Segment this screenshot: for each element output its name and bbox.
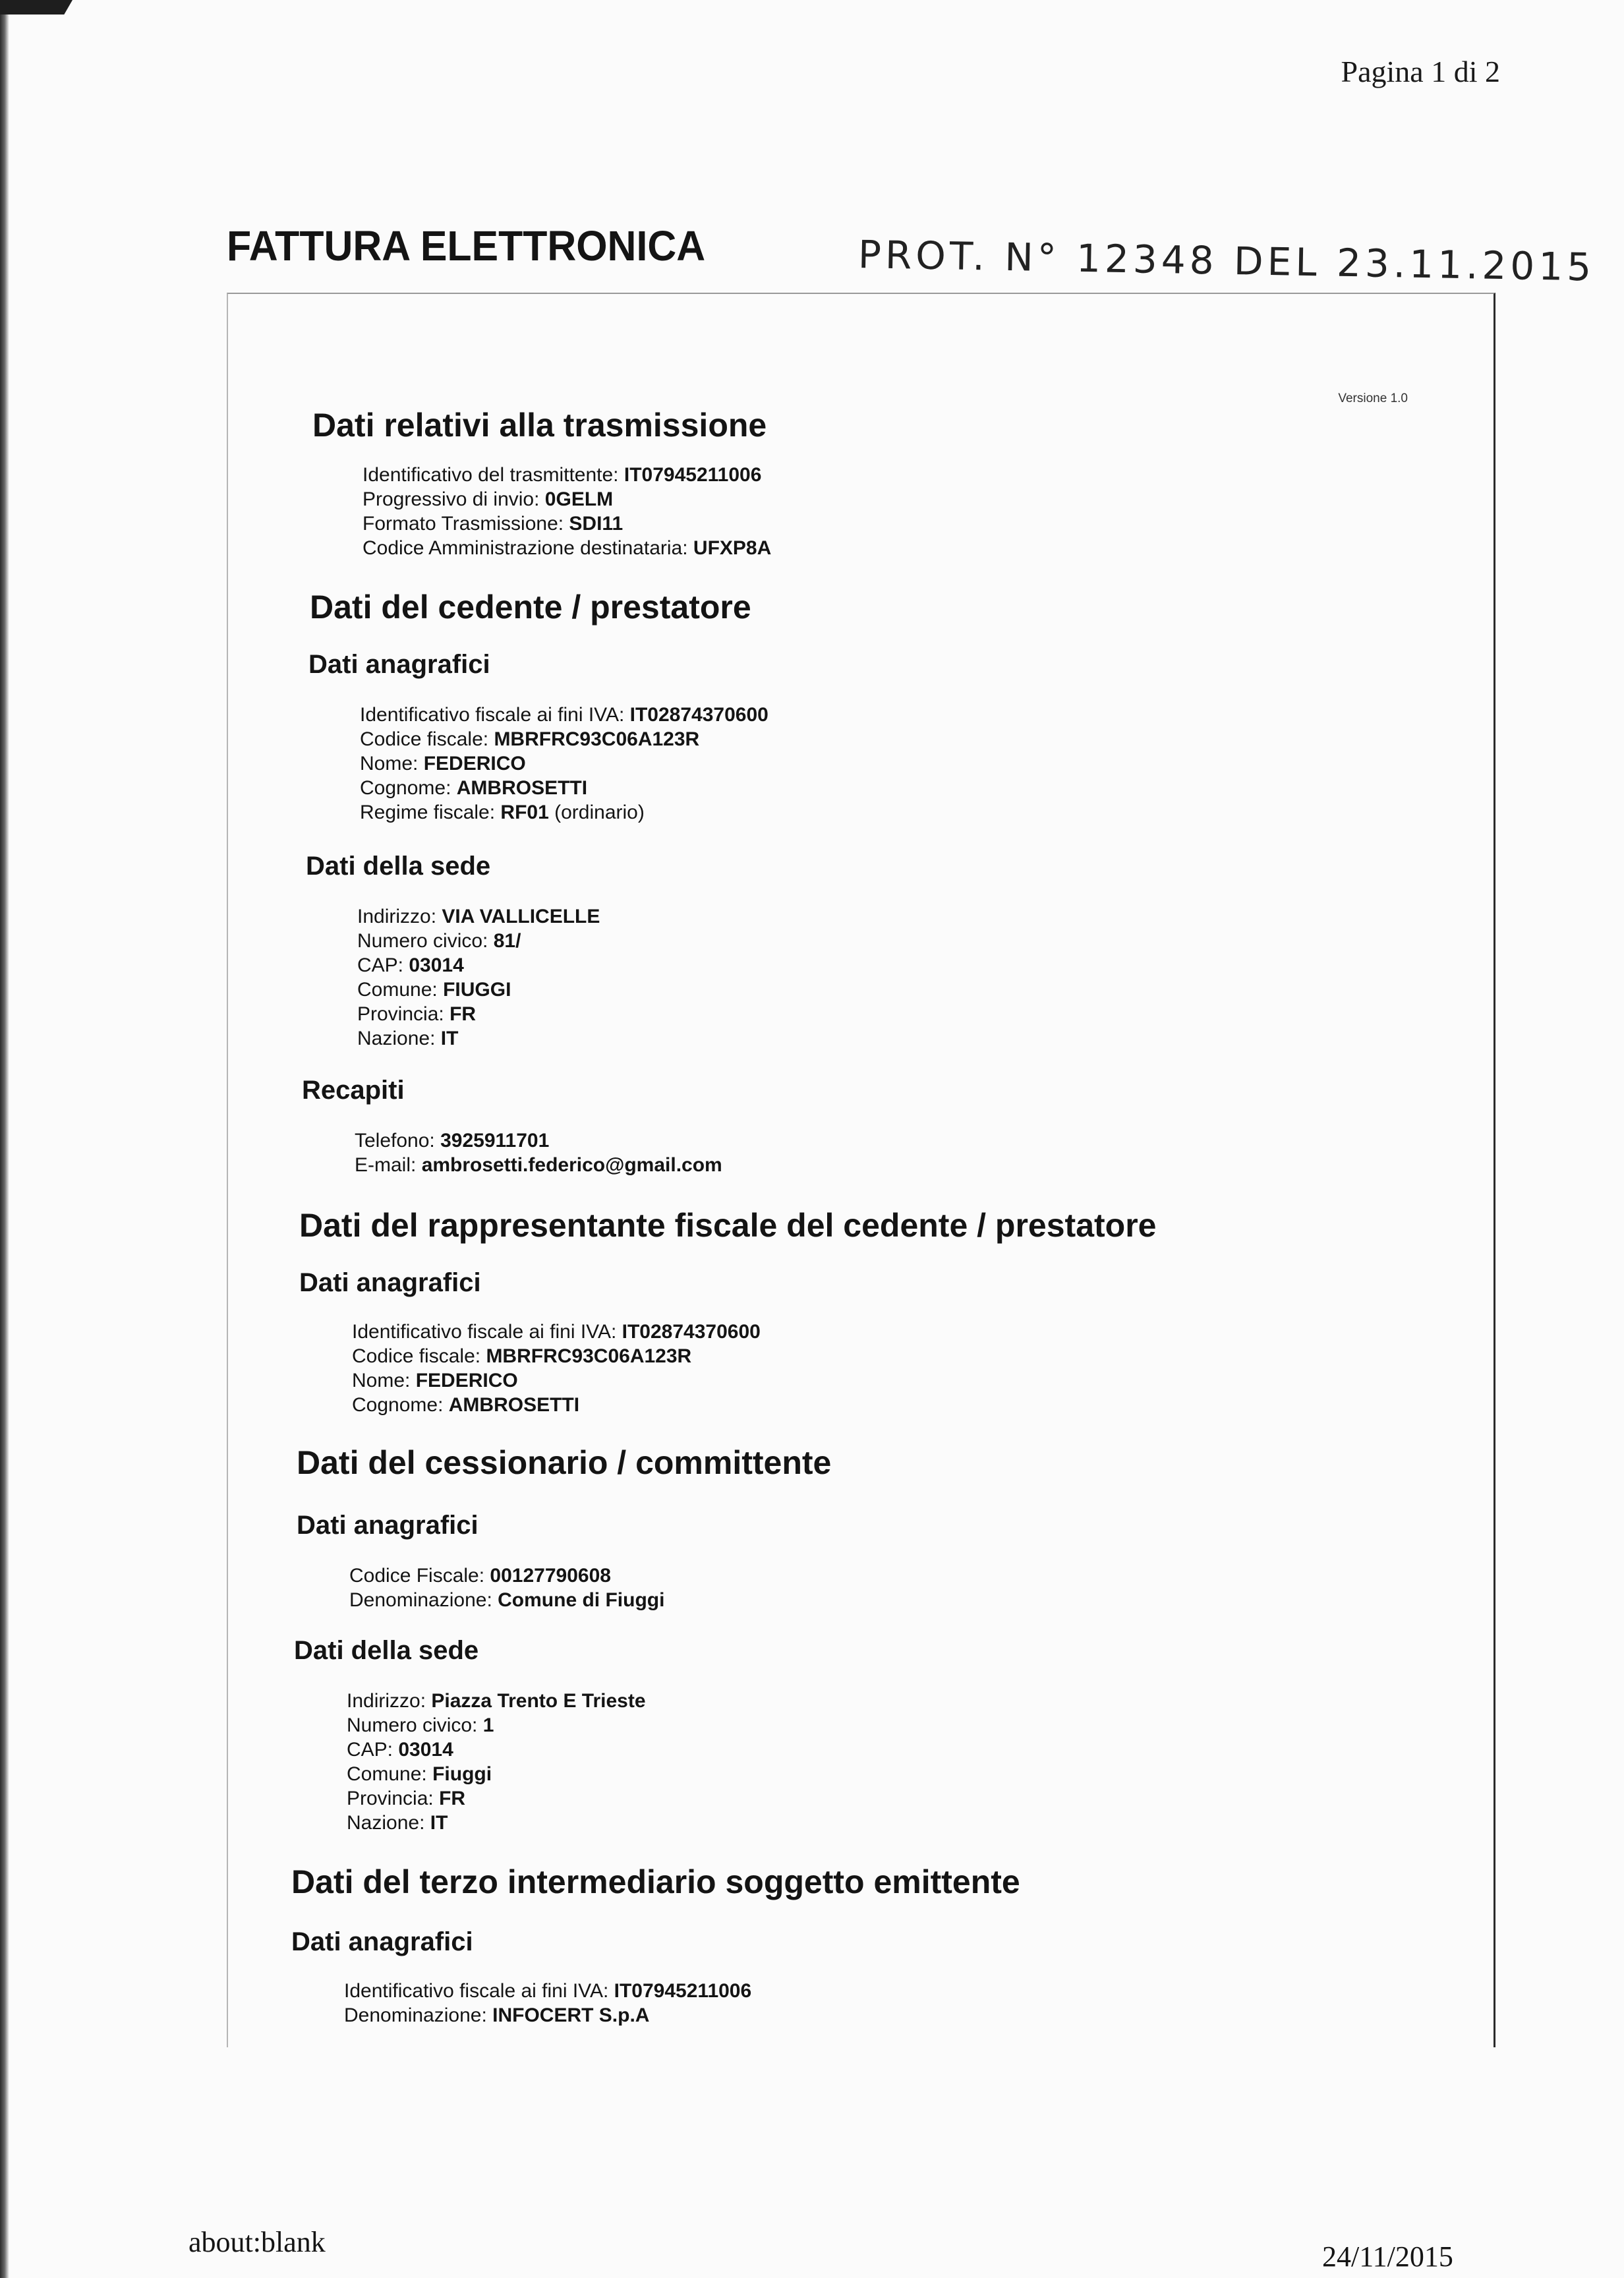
subheading-anagrafici: Dati anagrafici bbox=[308, 650, 490, 679]
section-heading-terzo-intermediario: Dati del terzo intermediario soggetto emittente bbox=[291, 1863, 1020, 1900]
field-row: Codice fiscale: MBRFRC93C06A123R bbox=[360, 728, 700, 750]
scan-corner bbox=[0, 0, 72, 15]
field-row: CAP: 03014 bbox=[347, 1739, 453, 1761]
document-title: FATTURA ELETTRONICA bbox=[227, 222, 706, 270]
section-heading-rappresentante: Dati del rappresentante fiscale del cedente / prestatore bbox=[299, 1207, 1157, 1244]
section-heading-cedente: Dati del cedente / prestatore bbox=[310, 589, 751, 626]
footer-url: about:blank bbox=[188, 2226, 326, 2258]
subheading-anagrafici: Dati anagrafici bbox=[297, 1511, 478, 1540]
field-row: Comune: Fiuggi bbox=[347, 1763, 492, 1785]
invoice-content bbox=[228, 294, 1494, 2047]
field-row: Comune: FIUGGI bbox=[357, 979, 511, 1001]
footer-date: 24/11/2015 bbox=[1322, 2240, 1453, 2273]
cessionario-anagrafici-fields bbox=[349, 1563, 664, 1612]
invoice-frame bbox=[227, 293, 1495, 2047]
field-row: Telefono: 3925911701 bbox=[355, 1130, 550, 1152]
subheading-sede: Dati della sede bbox=[294, 1636, 479, 1665]
field-row: Nome: FEDERICO bbox=[352, 1370, 518, 1391]
field-row: Regime fiscale: RF01 (ordinario) bbox=[360, 802, 645, 823]
field-row: Identificativo fiscale ai fini IVA: IT07945211006 bbox=[344, 1980, 752, 2002]
field-row: Formato Trasmissione: SDI11 bbox=[362, 513, 624, 535]
field-row: Numero civico: 1 bbox=[347, 1714, 494, 1736]
cedente-sede-fields bbox=[357, 904, 600, 1051]
field-row: Nazione: IT bbox=[357, 1028, 459, 1049]
subheading-anagrafici: Dati anagrafici bbox=[291, 1927, 473, 1956]
field-row: Cognome: AMBROSETTI bbox=[360, 777, 588, 799]
cedente-recapiti-fields bbox=[355, 1128, 722, 1177]
subheading-anagrafici: Dati anagrafici bbox=[299, 1268, 481, 1297]
subheading-sede: Dati della sede bbox=[306, 852, 491, 881]
field-row: Numero civico: 81/ bbox=[357, 930, 521, 952]
page-number: Pagina 1 di 2 bbox=[1341, 55, 1500, 88]
field-row: Cognome: AMBROSETTI bbox=[352, 1394, 580, 1416]
field-row: Indirizzo: Piazza Trento E Trieste bbox=[347, 1690, 646, 1712]
trasmissione-fields bbox=[362, 463, 771, 560]
scan-edge bbox=[0, 0, 9, 2278]
field-row: CAP: 03014 bbox=[357, 954, 464, 976]
field-row: Indirizzo: VIA VALLICELLE bbox=[357, 906, 600, 927]
field-row: Provincia: FR bbox=[357, 1003, 477, 1025]
field-row: E-mail: ambrosetti.federico@gmail.com bbox=[355, 1154, 722, 1176]
handwritten-protocol-note: PROT. N° 12348 DEL 23.11.2015 bbox=[857, 232, 1596, 290]
terzo-anagrafici-fields bbox=[344, 1979, 751, 2028]
section-heading-cessionario: Dati del cessionario / committente bbox=[297, 1444, 832, 1481]
field-row: Denominazione: Comune di Fiuggi bbox=[349, 1589, 665, 1611]
rappresentante-anagrafici-fields bbox=[352, 1320, 761, 1417]
field-row: Nome: FEDERICO bbox=[360, 753, 526, 774]
field-row: Identificativo fiscale ai fini IVA: IT02874370600 bbox=[360, 704, 768, 726]
field-row: Codice Fiscale: 00127790608 bbox=[349, 1565, 611, 1587]
field-row: Codice Amministrazione destinataria: UFXP8A bbox=[362, 537, 772, 559]
field-row: Nazione: IT bbox=[347, 1812, 448, 1834]
field-row: Progressivo di invio: 0GELM bbox=[362, 488, 614, 510]
version-label: Versione 1.0 bbox=[1338, 392, 1408, 405]
section-heading-trasmissione: Dati relativi alla trasmissione bbox=[312, 407, 767, 444]
cedente-anagrafici-fields bbox=[360, 703, 768, 825]
field-row: Codice fiscale: MBRFRC93C06A123R bbox=[352, 1345, 692, 1367]
subheading-recapiti: Recapiti bbox=[302, 1076, 405, 1105]
field-row: Identificativo fiscale ai fini IVA: IT02874370600 bbox=[352, 1321, 761, 1343]
field-row: Provincia: FR bbox=[347, 1788, 466, 1809]
cessionario-sede-fields bbox=[347, 1689, 646, 1835]
field-row: Identificativo del trasmittente: IT07945211006 bbox=[362, 464, 762, 486]
field-row: Denominazione: INFOCERT S.p.A bbox=[344, 2004, 650, 2026]
